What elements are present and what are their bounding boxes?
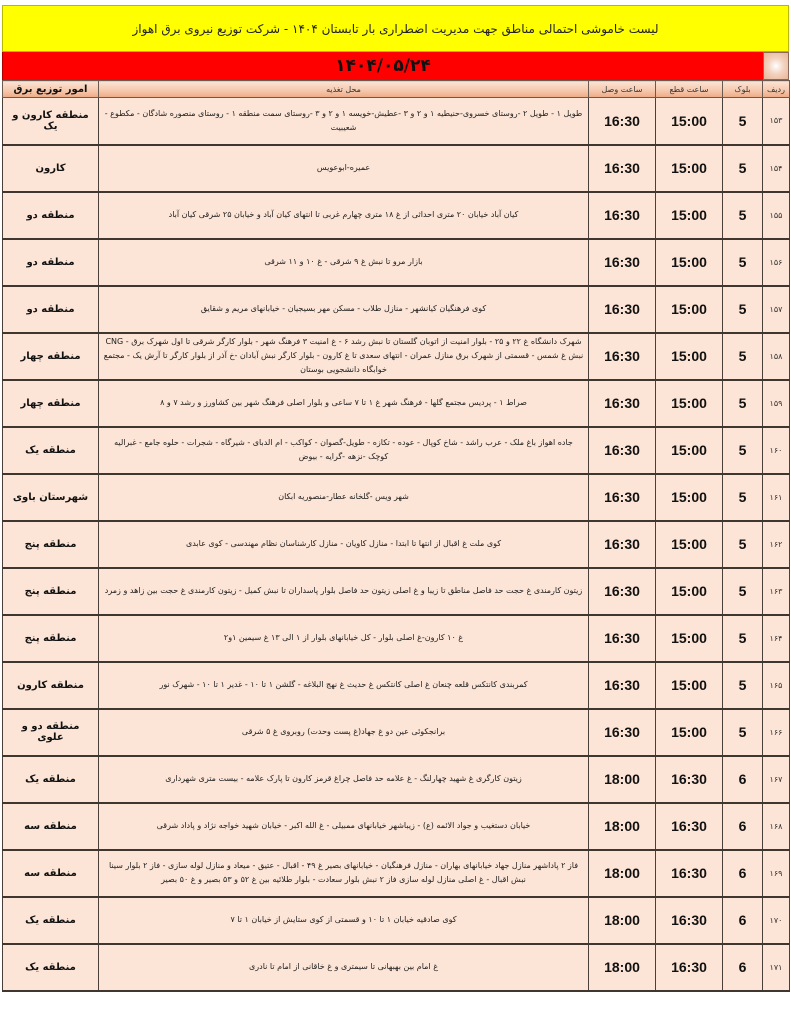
table-row	[3, 615, 790, 662]
row-number-cell: ۱۶۹	[763, 850, 790, 897]
row-number-cell: ۱۶۰	[763, 427, 790, 474]
location-cell: طویل ۱ - طویل ۲ -روستای خسروی-حنیطیه ۱ و ۲ و ۳ -عطیش-خویسه ۱ و ۲ و ۳ -روستای سمت منطقه ۱ - روستای منصوره شادگان - مکطوع - شعیبیت	[99, 98, 589, 145]
table-row	[3, 709, 790, 756]
row-number-cell: ۱۶۳	[763, 568, 790, 615]
location-cell: جاده اهواز باغ ملک - عرب راشد - شاخ کوپال - عوده - تکازه - طویل-گصوان - کواکب - ام الدبای - شیرگاه - شجرات - حلوه جامع - غبرالیه کوچک -نزهه -گرایه - بیوض	[99, 427, 589, 474]
table-row	[3, 521, 790, 568]
reconnect-time-cell: 16:30	[589, 474, 656, 521]
row-number-cell: ۱۵۶	[763, 239, 790, 286]
block-cell: 5	[723, 192, 763, 239]
reconnect-time-cell: 18:00	[589, 803, 656, 850]
page-title: لیست خاموشی احتمالی مناطق جهت مدیریت اضطراری بار تابستان ۱۴۰۴ - شرکت توزیع نیروی برق اهواز	[2, 5, 789, 52]
table-row	[3, 192, 790, 239]
cut-time-cell: 15:00	[656, 662, 723, 709]
block-cell: 5	[723, 568, 763, 615]
row-number-cell: ۱۶۷	[763, 756, 790, 803]
col-header-reconnect: ساعت وصل	[589, 81, 656, 98]
cut-time-cell: 15:00	[656, 380, 723, 427]
row-number-cell: ۱۵۹	[763, 380, 790, 427]
district-cell: منطقه سه	[3, 803, 99, 850]
row-number-cell: ۱۶۱	[763, 474, 790, 521]
table-row	[3, 850, 790, 897]
col-header-block: بلوک	[723, 81, 763, 98]
table-row	[3, 239, 790, 286]
schedule-date: ۱۴۰۴/۰۵/۲۴	[2, 52, 763, 80]
block-cell: 5	[723, 98, 763, 145]
cut-time-cell: 15:00	[656, 145, 723, 192]
row-number-cell: ۱۶۴	[763, 615, 790, 662]
row-number-cell: ۱۵۳	[763, 98, 790, 145]
row-number-cell: ۱۷۱	[763, 944, 790, 991]
reconnect-time-cell: 16:30	[589, 239, 656, 286]
table-row	[3, 803, 790, 850]
location-cell: فاز ۲ پاداشهر منازل جهاد خیابانهای بهاران - منازل فرهنگیان - خیابانهای بصیر غ ۴۹ - اقبال - عتیق - میعاد و منازل لوله سازی - فاز ۲ بلوار سینا نبش اقبال - غ اصلی منازل لوله سازی فاز ۲ نبش بلوار سعادت - بلوار طلائیه بین غ ۵۲ و ۵۳ بصیر و غ ۵۰ بصیر	[99, 850, 589, 897]
col-header-district: امور توزیع برق	[3, 81, 99, 98]
cut-time-cell: 16:30	[656, 944, 723, 991]
district-cell: منطقه دو	[3, 192, 99, 239]
reconnect-time-cell: 16:30	[589, 709, 656, 756]
reconnect-time-cell: 16:30	[589, 427, 656, 474]
row-number-cell: ۱۵۵	[763, 192, 790, 239]
block-cell: 6	[723, 756, 763, 803]
block-cell: 5	[723, 521, 763, 568]
reconnect-time-cell: 16:30	[589, 380, 656, 427]
outage-table	[2, 80, 790, 992]
block-cell: 5	[723, 615, 763, 662]
reconnect-time-cell: 16:30	[589, 568, 656, 615]
block-cell: 5	[723, 662, 763, 709]
block-cell: 5	[723, 145, 763, 192]
location-cell: کوی ملت غ اقبال از انتها تا ابتدا - منازل کاویان - منازل کارشناسان نظام مهندسی - کوی عابدی	[99, 521, 589, 568]
block-cell: 5	[723, 380, 763, 427]
table-row	[3, 286, 790, 333]
district-cell: منطقه کارون و یک	[3, 98, 99, 145]
table-row	[3, 145, 790, 192]
location-cell: خیابان دستغیب و جواد الائمه (ع) - زیباشهر خیابانهای ممبیلی - غ الله اکبر - خیابان شهید خواجه نژاد و پاداد شرقی	[99, 803, 589, 850]
date-row	[2, 52, 789, 80]
row-number-cell: ۱۵۸	[763, 333, 790, 380]
block-cell: 6	[723, 803, 763, 850]
cut-time-cell: 15:00	[656, 615, 723, 662]
reconnect-time-cell: 18:00	[589, 850, 656, 897]
block-cell: 6	[723, 944, 763, 991]
cut-time-cell: 15:00	[656, 709, 723, 756]
location-cell: زیتون کارگری غ شهید چهارلنگ - غ علامه حد فاصل چراغ قرمز کارون تا پارک علامه - بیست متری شهرداری	[99, 756, 589, 803]
reconnect-time-cell: 16:30	[589, 192, 656, 239]
cut-time-cell: 15:00	[656, 333, 723, 380]
cut-time-cell: 15:00	[656, 286, 723, 333]
location-cell: شهر ویس -گلخانه عطار-منصوریه ابکان	[99, 474, 589, 521]
district-cell: منطقه کارون	[3, 662, 99, 709]
district-cell: منطقه یک	[3, 427, 99, 474]
cut-time-cell: 15:00	[656, 239, 723, 286]
cut-time-cell: 15:00	[656, 474, 723, 521]
row-number-cell: ۱۵۴	[763, 145, 790, 192]
block-cell: 5	[723, 333, 763, 380]
cut-time-cell: 15:00	[656, 427, 723, 474]
location-cell: کوی فرهنگیان کیانشهر - منازل طلاب - مسکن مهر بسیجیان - خیابانهای مریم و شقایق	[99, 286, 589, 333]
district-cell: منطقه یک	[3, 944, 99, 991]
block-cell: 5	[723, 286, 763, 333]
col-header-cut: ساعت قطع	[656, 81, 723, 98]
col-header-row: ردیف	[763, 81, 790, 98]
reconnect-time-cell: 16:30	[589, 521, 656, 568]
table-row	[3, 897, 790, 944]
table-header-row	[3, 81, 790, 98]
corner-cell	[763, 52, 789, 80]
location-cell: کوی صادقیه خیابان ۱ تا ۱۰ و قسمتی از کوی ستایش از خیابان ۱ تا ۷	[99, 897, 589, 944]
table-row	[3, 568, 790, 615]
table-row	[3, 474, 790, 521]
block-cell: 5	[723, 239, 763, 286]
row-number-cell: ۱۶۲	[763, 521, 790, 568]
district-cell: کارون	[3, 145, 99, 192]
location-cell: کیان آباد خیابان ۲۰ متری احداثی از غ ۱۸ متری چهارم غربی تا انتهای کیان آباد و خیابان ۲۵ شرقی کیان آباد	[99, 192, 589, 239]
location-cell: زیتون کارمندی غ حجت حد فاصل مناطق تا زیبا و غ اصلی زیتون حد فاصل بلوار پاسداران تا نبش کمیل - زیتون کارمندی غ حجت بین زاهد و زمرد	[99, 568, 589, 615]
location-cell: شهرک دانشگاه غ ۲۲ و ۲۵ - بلوار امنیت از اتوبان گلستان تا نبش رشد ۶ - غ امنیت ۳ فرهنگ شهر - بلوار کارگر شرقی تا اول شهرک برق - CNG نبش غ شمس - قسمتی از شهرک برق منازل عمران - انتهای سعدی تا غ کارون - بلوار کارگر نبش آبادان -خ آذر از بلوار کارگر تا آرش یک - مجتمع خوابگاه دانشجویی بوستان	[99, 333, 589, 380]
location-cell: بازار مرو تا نبش غ ۹ شرقی - غ ۱۰ و ۱۱ شرقی	[99, 239, 589, 286]
block-cell: 5	[723, 427, 763, 474]
table-row	[3, 333, 790, 380]
district-cell: منطقه سه	[3, 850, 99, 897]
row-number-cell: ۱۶۶	[763, 709, 790, 756]
location-cell: غ ۱۰ کارون-غ اصلی بلوار - کل خیابانهای بلوار از ۱ الی ۱۳ غ سیمین ۱و۲	[99, 615, 589, 662]
reconnect-time-cell: 16:30	[589, 615, 656, 662]
table-row	[3, 427, 790, 474]
district-cell: منطقه پنج	[3, 521, 99, 568]
reconnect-time-cell: 16:30	[589, 662, 656, 709]
cut-time-cell: 15:00	[656, 568, 723, 615]
district-cell: منطقه دو	[3, 239, 99, 286]
row-number-cell: ۱۶۸	[763, 803, 790, 850]
cut-time-cell: 16:30	[656, 756, 723, 803]
row-number-cell: ۱۵۷	[763, 286, 790, 333]
col-header-location: محل تغذیه	[99, 81, 589, 98]
location-cell: عمیره-ابوعویس	[99, 145, 589, 192]
table-row	[3, 662, 790, 709]
district-cell: منطقه چهار	[3, 380, 99, 427]
location-cell: صراط ۱ - پردیس مجتمع گلها - فرهنگ شهر غ ۱ تا ۷ ساعی و بلوار اصلی فرهنگ شهر بین کشاورز و رشد ۷ و ۸	[99, 380, 589, 427]
block-cell: 6	[723, 897, 763, 944]
district-cell: شهرستان باوی	[3, 474, 99, 521]
block-cell: 5	[723, 474, 763, 521]
district-cell: منطقه پنج	[3, 568, 99, 615]
cut-time-cell: 15:00	[656, 521, 723, 568]
reconnect-time-cell: 18:00	[589, 897, 656, 944]
district-cell: منطقه چهار	[3, 333, 99, 380]
cut-time-cell: 15:00	[656, 98, 723, 145]
outage-schedule-sheet	[2, 5, 789, 992]
table-row	[3, 944, 790, 991]
table-row	[3, 98, 790, 145]
district-cell: منطقه دو و علوی	[3, 709, 99, 756]
block-cell: 6	[723, 850, 763, 897]
block-cell: 5	[723, 709, 763, 756]
cut-time-cell: 16:30	[656, 803, 723, 850]
row-number-cell: ۱۶۵	[763, 662, 790, 709]
cut-time-cell: 16:30	[656, 850, 723, 897]
district-cell: منطقه دو	[3, 286, 99, 333]
reconnect-time-cell: 16:30	[589, 145, 656, 192]
table-row	[3, 756, 790, 803]
location-cell: غ امام بین بهبهانی تا سیمتری و غ خاقانی از امام تا نادری	[99, 944, 589, 991]
district-cell: منطقه یک	[3, 756, 99, 803]
reconnect-time-cell: 16:30	[589, 98, 656, 145]
reconnect-time-cell: 16:30	[589, 333, 656, 380]
reconnect-time-cell: 18:00	[589, 944, 656, 991]
location-cell: برانجکوئی عین دو غ جهاد(غ پست وحدت) روبروی غ ۵ شرقی	[99, 709, 589, 756]
district-cell: منطقه یک	[3, 897, 99, 944]
cut-time-cell: 16:30	[656, 897, 723, 944]
reconnect-time-cell: 16:30	[589, 286, 656, 333]
district-cell: منطقه پنج	[3, 615, 99, 662]
cut-time-cell: 15:00	[656, 192, 723, 239]
location-cell: کمربندی کانتکس قلعه چنعان غ اصلی کانتکس غ حدیث غ نهج البلاغه - گلشن ۱ تا ۱۰ - غدیر ۱ تا ۱۰ - شهرک نور	[99, 662, 589, 709]
reconnect-time-cell: 18:00	[589, 756, 656, 803]
row-number-cell: ۱۷۰	[763, 897, 790, 944]
table-row	[3, 380, 790, 427]
